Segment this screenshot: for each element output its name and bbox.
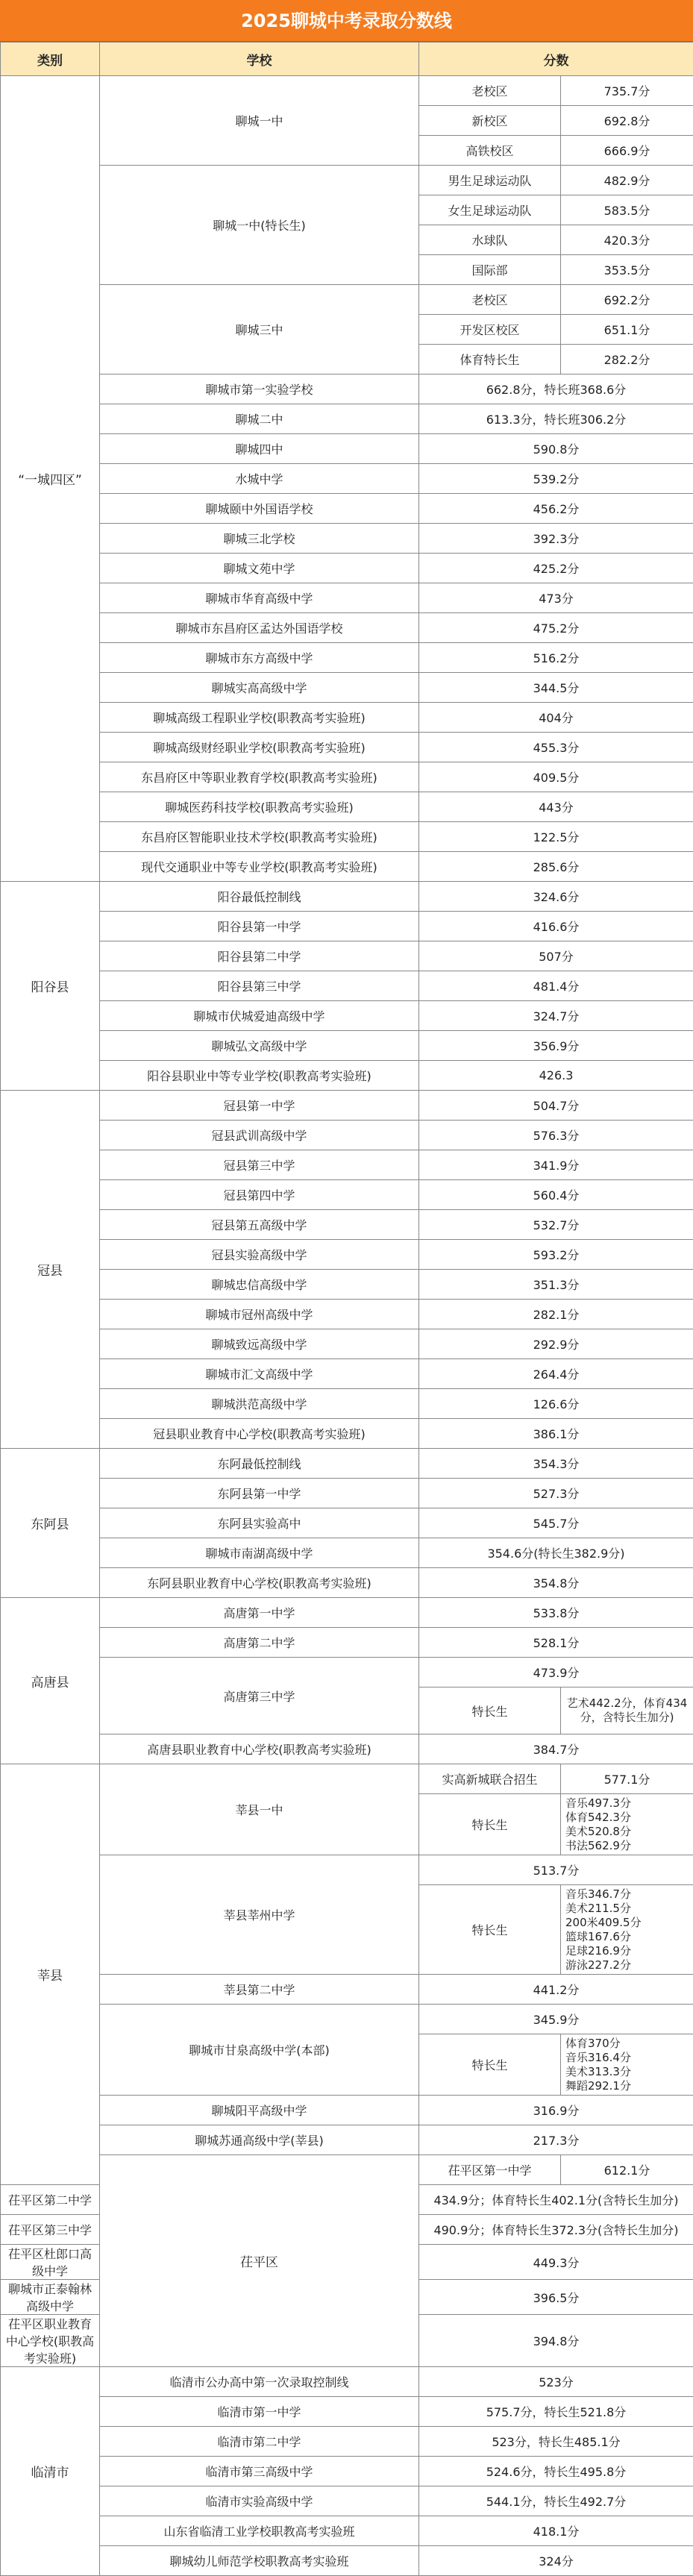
school-cell: 聊城阳平高级中学	[100, 2096, 419, 2125]
score-cell: 356.9分	[419, 1031, 693, 1061]
score-cell: 449.3分	[419, 2245, 693, 2280]
school-cell: 莘县莘州中学	[100, 1855, 419, 1975]
score-cell: 392.3分	[419, 524, 693, 554]
score-cell: 528.1分	[419, 1628, 693, 1658]
table-row	[1, 464, 693, 494]
score-cell: 456.2分	[419, 494, 693, 524]
sub-category-cell: 特长生	[419, 1687, 561, 1734]
school-cell: 聊城弘文高级中学	[100, 1031, 419, 1061]
score-cell: 516.2分	[419, 643, 693, 673]
sub-category-cell: 特长生	[419, 1885, 561, 1975]
sub-category-cell: 体育特长生	[419, 345, 561, 375]
score-cell: 264.4分	[419, 1359, 693, 1389]
table-row	[1, 762, 693, 792]
score-cell: 艺术442.2分，体育434分，含特长生加分)	[561, 1687, 693, 1734]
score-cell: 409.5分	[419, 762, 693, 792]
school-cell: 高唐第三中学	[100, 1658, 419, 1734]
table-row	[1, 1658, 693, 1687]
table-row	[1, 2155, 693, 2185]
school-cell: 聊城致远高级中学	[100, 1329, 419, 1359]
score-cell: 613.3分，特长班306.2分	[419, 404, 693, 434]
score-cell: 126.6分	[419, 1389, 693, 1419]
score-cell: 490.9分；体育特长生372.3分(含特长生加分)	[419, 2215, 693, 2245]
school-cell: 东阿县实验高中	[100, 1508, 419, 1538]
score-cell: 345.9分	[419, 2005, 693, 2034]
school-cell: 聊城文苑中学	[100, 554, 419, 583]
school-cell: 莘县一中	[100, 1764, 419, 1855]
school-cell: 临清市实验高级中学	[100, 2486, 419, 2516]
school-cell: 莘县第二中学	[100, 1975, 419, 2005]
sub-category-cell: 国际部	[419, 255, 561, 285]
score-cell: 473.9分	[419, 1658, 693, 1687]
school-cell: 东昌府区智能职业技术学校(职教高考实验班)	[100, 822, 419, 852]
score-cell: 404分	[419, 703, 693, 733]
score-cell: 544.1分，特长生492.7分	[419, 2486, 693, 2516]
score-cell: 386.1分	[419, 1419, 693, 1449]
table-row	[1, 2457, 693, 2486]
score-cell: 513.7分	[419, 1855, 693, 1885]
table-row	[1, 76, 693, 106]
table-row	[1, 1419, 693, 1449]
school-cell: 聊城市南湖高级中学	[100, 1538, 419, 1568]
school-cell: 聊城四中	[100, 434, 419, 464]
score-cell: 394.8分	[419, 2315, 693, 2367]
score-cell: 507分	[419, 941, 693, 971]
sub-category-cell: 男生足球运动队	[419, 166, 561, 195]
score-cell: 324.7分	[419, 1001, 693, 1031]
region-cell: 高唐县	[1, 1598, 100, 1764]
sub-category-cell: 开发区校区	[419, 315, 561, 345]
school-cell: 冠县第一中学	[100, 1091, 419, 1121]
score-table	[0, 42, 693, 2576]
table-row	[1, 1300, 693, 1329]
school-cell: 茌平区第二中学	[1, 2185, 100, 2215]
school-cell: 东阿最低控制线	[100, 1449, 419, 1479]
school-cell: 水城中学	[100, 464, 419, 494]
school-cell: 聊城市正泰翰林高级中学	[1, 2280, 100, 2315]
table-row	[1, 1764, 693, 1794]
table-row	[1, 673, 693, 703]
sub-category-cell: 高铁校区	[419, 136, 561, 166]
school-cell: 阳谷县第一中学	[100, 912, 419, 941]
table-row	[1, 643, 693, 673]
school-cell: 冠县职业教育中心学校(职教高考实验班)	[100, 1419, 419, 1449]
table-row	[1, 2125, 693, 2155]
school-cell: 聊城二中	[100, 404, 419, 434]
score-cell: 662.8分，特长班368.6分	[419, 375, 693, 404]
school-cell: 聊城实高高级中学	[100, 673, 419, 703]
score-cell: 473分	[419, 583, 693, 613]
table-row	[1, 1508, 693, 1538]
score-cell: 651.1分	[561, 315, 693, 345]
school-cell: 聊城市冠州高级中学	[100, 1300, 419, 1329]
school-cell: 冠县第三中学	[100, 1150, 419, 1180]
score-cell: 353.5分	[561, 255, 693, 285]
school-cell: 聊城市东方高级中学	[100, 643, 419, 673]
score-cell: 324.6分	[419, 882, 693, 912]
school-cell: 山东省临清工业学校职教高考实验班	[100, 2516, 419, 2546]
score-cell: 545.7分	[419, 1508, 693, 1538]
score-cell: 292.9分	[419, 1329, 693, 1359]
score-cell: 354.8分	[419, 1568, 693, 1598]
score-cell: 351.3分	[419, 1270, 693, 1300]
score-cell: 418.1分	[419, 2516, 693, 2546]
sub-category-cell: 女生足球运动队	[419, 195, 561, 225]
page-title: 2025聊城中考录取分数线	[0, 0, 693, 42]
table-row	[1, 2486, 693, 2516]
sub-category-cell: 水球队	[419, 225, 561, 255]
score-cell: 560.4分	[419, 1180, 693, 1210]
school-cell: 聊城忠信高级中学	[100, 1270, 419, 1300]
score-cell: 590.8分	[419, 434, 693, 464]
table-row	[1, 583, 693, 613]
score-cell: 316.9分	[419, 2096, 693, 2125]
school-cell: 聊城医药科技学校(职教高考实验班)	[100, 792, 419, 822]
school-cell: 东阿县第一中学	[100, 1479, 419, 1508]
score-cell: 612.1分	[561, 2155, 693, 2185]
score-cell: 482.9分	[561, 166, 693, 195]
table-row	[1, 1628, 693, 1658]
school-cell: 聊城三中	[100, 285, 419, 375]
table-row	[1, 2096, 693, 2125]
score-cell: 434.9分；体育特长生402.1分(含特长生加分)	[419, 2185, 693, 2215]
school-cell: 聊城市华育高级中学	[100, 583, 419, 613]
sub-category-cell: 特长生	[419, 2034, 561, 2096]
score-cell: 455.3分	[419, 733, 693, 762]
score-cell: 体育370分 音乐316.4分 美术313.3分 舞蹈292.1分	[561, 2034, 693, 2096]
table-row	[1, 1734, 693, 1764]
school-cell: 聊城市汇文高级中学	[100, 1359, 419, 1389]
header-region: 类别	[1, 43, 100, 76]
table-row	[1, 1479, 693, 1508]
table-row	[1, 1598, 693, 1628]
score-cell: 735.7分	[561, 76, 693, 106]
table-row	[1, 613, 693, 643]
table-row	[1, 2367, 693, 2397]
region-cell: 东阿县	[1, 1449, 100, 1598]
school-cell: 阳谷最低控制线	[100, 882, 419, 912]
score-cell: 285.6分	[419, 852, 693, 882]
table-row	[1, 166, 693, 195]
table-row	[1, 703, 693, 733]
score-cell: 523分	[419, 2367, 693, 2397]
score-cell: 443分	[419, 792, 693, 822]
score-cell: 282.2分	[561, 345, 693, 375]
school-cell: 高唐第一中学	[100, 1598, 419, 1628]
school-cell: 阳谷县第三中学	[100, 971, 419, 1001]
score-cell: 504.7分	[419, 1091, 693, 1121]
score-cell: 539.2分	[419, 464, 693, 494]
school-cell: 聊城幼儿师范学校职教高考实验班	[100, 2546, 419, 2576]
table-body	[1, 76, 693, 2576]
table-row	[1, 822, 693, 852]
region-cell: 临清市	[1, 2367, 100, 2576]
school-cell: 茌平区第三中学	[1, 2215, 100, 2245]
school-cell: 冠县武训高级中学	[100, 1121, 419, 1150]
table-row	[1, 554, 693, 583]
table-row	[1, 1121, 693, 1150]
region-cell: “一城四区”	[1, 76, 100, 882]
table-row	[1, 941, 693, 971]
school-cell: 聊城洪范高级中学	[100, 1389, 419, 1419]
score-cell: 426.3	[419, 1061, 693, 1091]
score-cell: 音乐346.7分 美术211.5分 200米409.5分 篮球167.6分 足球216.9分 游泳227.2分	[561, 1885, 693, 1975]
table-row	[1, 733, 693, 762]
school-cell: 聊城一中(特长生)	[100, 166, 419, 285]
table-row	[1, 2516, 693, 2546]
score-cell: 282.1分	[419, 1300, 693, 1329]
table-row	[1, 1538, 693, 1568]
school-cell: 聊城一中	[100, 76, 419, 166]
table-row	[1, 434, 693, 464]
table-row	[1, 1001, 693, 1031]
score-cell: 575.7分，特长生521.8分	[419, 2397, 693, 2427]
score-cell: 475.2分	[419, 613, 693, 643]
table-row	[1, 1180, 693, 1210]
score-cell: 533.8分	[419, 1598, 693, 1628]
sub-category-cell: 老校区	[419, 76, 561, 106]
school-cell: 茌平区第一中学	[419, 2155, 561, 2185]
school-cell: 茌平区职业教育中心学校(职教高考实验班)	[1, 2315, 100, 2367]
score-cell: 527.3分	[419, 1479, 693, 1508]
score-cell: 692.8分	[561, 106, 693, 136]
sub-category-cell: 实高新城联合招生	[419, 1764, 561, 1794]
score-cell: 217.3分	[419, 2125, 693, 2155]
school-cell: 聊城颐中外国语学校	[100, 494, 419, 524]
school-cell: 阳谷县第二中学	[100, 941, 419, 971]
school-cell: 聊城三北学校	[100, 524, 419, 554]
table-row	[1, 375, 693, 404]
school-cell: 东昌府区中等职业教育学校(职教高考实验班)	[100, 762, 419, 792]
table-row	[1, 882, 693, 912]
table-header-row	[1, 43, 693, 76]
school-cell: 现代交通职业中等专业学校(职教高考实验班)	[100, 852, 419, 882]
score-cell: 666.9分	[561, 136, 693, 166]
school-cell: 高唐第二中学	[100, 1628, 419, 1658]
score-cell: 524.6分，特长生495.8分	[419, 2457, 693, 2486]
table-row	[1, 1210, 693, 1240]
table-row	[1, 1061, 693, 1091]
table-row	[1, 1031, 693, 1061]
score-cell: 420.3分	[561, 225, 693, 255]
score-cell: 344.5分	[419, 673, 693, 703]
region-cell: 茌平区	[100, 2155, 419, 2367]
table-row	[1, 2397, 693, 2427]
score-cell: 396.5分	[419, 2280, 693, 2315]
school-cell: 冠县实验高级中学	[100, 1240, 419, 1270]
table-row	[1, 1329, 693, 1359]
region-cell: 莘县	[1, 1764, 100, 2185]
sub-category-cell: 特长生	[419, 1794, 561, 1855]
table-row	[1, 1389, 693, 1419]
sub-category-cell: 新校区	[419, 106, 561, 136]
score-cell: 523分，特长生485.1分	[419, 2427, 693, 2457]
score-cell: 425.2分	[419, 554, 693, 583]
table-row	[1, 2005, 693, 2034]
score-cell: 593.2分	[419, 1240, 693, 1270]
score-cell: 441.2分	[419, 1975, 693, 2005]
header-score: 分数	[419, 43, 693, 76]
school-cell: 聊城高级财经职业学校(职教高考实验班)	[100, 733, 419, 762]
table-row	[1, 1270, 693, 1300]
region-cell: 冠县	[1, 1091, 100, 1449]
table-row	[1, 1359, 693, 1389]
school-cell: 冠县第四中学	[100, 1180, 419, 1210]
school-cell: 聊城市东昌府区孟达外国语学校	[100, 613, 419, 643]
school-cell: 聊城苏通高级中学(莘县)	[100, 2125, 419, 2155]
school-cell: 聊城市伏城爱迪高级中学	[100, 1001, 419, 1031]
school-cell: 临清市第二中学	[100, 2427, 419, 2457]
table-row	[1, 285, 693, 315]
table-row	[1, 494, 693, 524]
score-cell: 577.1分	[561, 1764, 693, 1794]
score-cell: 音乐497.3分 体育542.3分 美术520.8分 书法562.9分	[561, 1794, 693, 1855]
score-cell: 481.4分	[419, 971, 693, 1001]
table-row	[1, 1449, 693, 1479]
school-cell: 聊城市第一实验学校	[100, 375, 419, 404]
region-cell: 阳谷县	[1, 882, 100, 1091]
score-cell: 324分	[419, 2546, 693, 2576]
table-row	[1, 1568, 693, 1598]
table-row	[1, 1855, 693, 1885]
school-cell: 阳谷县职业中等专业学校(职教高考实验班)	[100, 1061, 419, 1091]
school-cell: 茌平区杜郎口高级中学	[1, 2245, 100, 2280]
score-cell: 583.5分	[561, 195, 693, 225]
score-cell: 354.3分	[419, 1449, 693, 1479]
school-cell: 临清市第一中学	[100, 2397, 419, 2427]
table-row	[1, 1091, 693, 1121]
score-cell: 416.6分	[419, 912, 693, 941]
table-row	[1, 912, 693, 941]
table-row	[1, 1240, 693, 1270]
score-cell: 384.7分	[419, 1734, 693, 1764]
sub-category-cell: 老校区	[419, 285, 561, 315]
score-cell: 341.9分	[419, 1150, 693, 1180]
school-cell: 高唐县职业教育中心学校(职教高考实验班)	[100, 1734, 419, 1764]
table-row	[1, 852, 693, 882]
table-row	[1, 792, 693, 822]
table-row	[1, 2427, 693, 2457]
header-school: 学校	[100, 43, 419, 76]
table-row	[1, 1150, 693, 1180]
school-cell: 聊城市甘泉高级中学(本部)	[100, 2005, 419, 2096]
table-row	[1, 524, 693, 554]
score-cell: 576.3分	[419, 1121, 693, 1150]
school-cell: 临清市公办高中第一次录取控制线	[100, 2367, 419, 2397]
table-row	[1, 971, 693, 1001]
score-cell: 354.6分(特长生382.9分)	[419, 1538, 693, 1568]
school-cell: 东阿县职业教育中心学校(职教高考实验班)	[100, 1568, 419, 1598]
school-cell: 临清市第三高级中学	[100, 2457, 419, 2486]
table-row	[1, 2546, 693, 2576]
table-row	[1, 404, 693, 434]
school-cell: 冠县第五高级中学	[100, 1210, 419, 1240]
score-cell: 532.7分	[419, 1210, 693, 1240]
school-cell: 聊城高级工程职业学校(职教高考实验班)	[100, 703, 419, 733]
table-row	[1, 1975, 693, 2005]
score-cell: 122.5分	[419, 822, 693, 852]
score-cell: 692.2分	[561, 285, 693, 315]
